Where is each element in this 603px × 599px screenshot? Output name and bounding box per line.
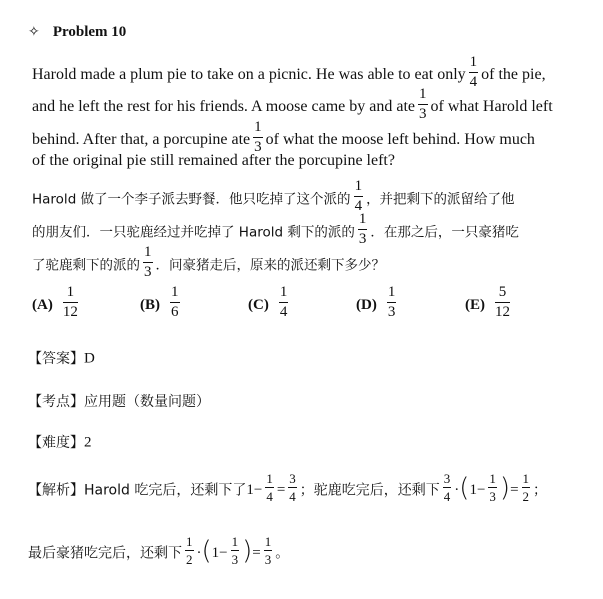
fraction-three-quarters: $\frac{3}{4}$ xyxy=(289,471,296,504)
text: of what Harold left xyxy=(430,98,553,116)
text: 了驼鹿剩下的派的 xyxy=(32,257,140,274)
text: of what the moose left behind. How much xyxy=(265,131,535,149)
fraction-one-third: $\frac{1}{3}$ xyxy=(419,86,427,122)
difficulty-value: 2 xyxy=(84,434,92,451)
answer-row xyxy=(28,348,95,368)
problem-en-line-4 xyxy=(32,152,395,170)
option-b[interactable]: (B) $\frac{1}{6}$ xyxy=(140,284,179,320)
fraction-one-half: $\frac{1}{2}$ xyxy=(186,534,193,567)
option-d[interactable]: (D) $\frac{1}{3}$ xyxy=(356,284,396,320)
fraction-one-quarter: $\frac{1}{4}$ xyxy=(469,54,478,90)
fraction-one-quarter: $\frac{1}{4}$ xyxy=(354,178,363,214)
analysis-label: 【解析】 xyxy=(28,482,84,499)
text: Harold 做了一个李子派去野餐．他只吃掉了这个派的 xyxy=(32,191,351,208)
fraction-one-third: $\frac{1}{3}$ xyxy=(489,471,496,504)
topic-value: 应用题（数量问题） xyxy=(84,394,210,410)
text: of the original pie still remained after the porcupine left? xyxy=(32,152,395,169)
option-c[interactable]: (C) $\frac{1}{4}$ xyxy=(248,284,288,320)
problem-zh-line-1 xyxy=(32,178,515,217)
difficulty-label: 【难度】 xyxy=(28,435,84,451)
problem-zh-line-2 xyxy=(32,211,519,250)
fraction-one-half: $\frac{1}{2}$ xyxy=(522,471,530,504)
text: ．问豪猪走后，原来的派还剩下多少？ xyxy=(155,257,385,274)
answer-value: D xyxy=(84,350,95,367)
text: ．在那之后，一只豪猪吃 xyxy=(370,224,519,241)
option-a[interactable]: (A) $\frac{1}{12}$ xyxy=(32,284,78,320)
problem-en-line-1 xyxy=(32,54,546,93)
answer-label: 【答案】 xyxy=(28,351,84,367)
analysis-row-2: 最后豪猪吃完后，还剩下 $\frac{1}{2}$ ·(1− $\frac{1}{3}$ )= $\frac{1}{3}$ 。 xyxy=(28,534,290,567)
text: and he left the rest for his friends. A moose came by and ate xyxy=(32,98,415,116)
text: behind. After that, a porcupine ate xyxy=(32,131,251,149)
fraction-one-third: $\frac{1}{3}$ xyxy=(254,119,262,155)
problem-header xyxy=(28,21,126,41)
fraction-one-quarter: $\frac{1}{4}$ xyxy=(266,471,273,504)
difficulty-row xyxy=(28,432,92,452)
fraction-one-third: $\frac{1}{3}$ xyxy=(358,211,367,247)
text: ，并把剩下的派留给了他 xyxy=(366,191,515,208)
text: of the pie, xyxy=(481,66,546,84)
topic-row xyxy=(28,391,210,411)
problem-zh-line-3 xyxy=(32,244,385,283)
fraction-one-third: $\frac{1}{3}$ xyxy=(264,534,272,567)
problem-title: Problem 10 xyxy=(52,24,127,40)
analysis-row-1: 【解析】Harold 吃完后，还剩下了1− $\frac{1}{4}$ = $\frac{3}{4}$ ；驼鹿吃完后，还剩下 $\frac{3}{4}$ ·(1− $\frac{1}{3}$ )= $\frac{1}{2}$ ； xyxy=(28,471,548,504)
diamond-outline-icon: ✧ xyxy=(28,24,40,40)
text: Harold made a plum pie to take on a picnic. He was able to eat only xyxy=(32,66,466,84)
problem-en-line-2 xyxy=(32,86,553,125)
topic-label: 【考点】 xyxy=(28,394,84,410)
fraction-three-quarters: $\frac{3}{4}$ xyxy=(443,471,451,504)
fraction-one-third: $\frac{1}{3}$ xyxy=(144,244,152,280)
option-e[interactable]: (E) $\frac{5}{12}$ xyxy=(465,284,510,320)
text: 的朋友们．一只驼鹿经过并吃掉了 Harold 剩下的派的 xyxy=(32,224,355,241)
fraction-one-third: $\frac{1}{3}$ xyxy=(231,534,239,567)
